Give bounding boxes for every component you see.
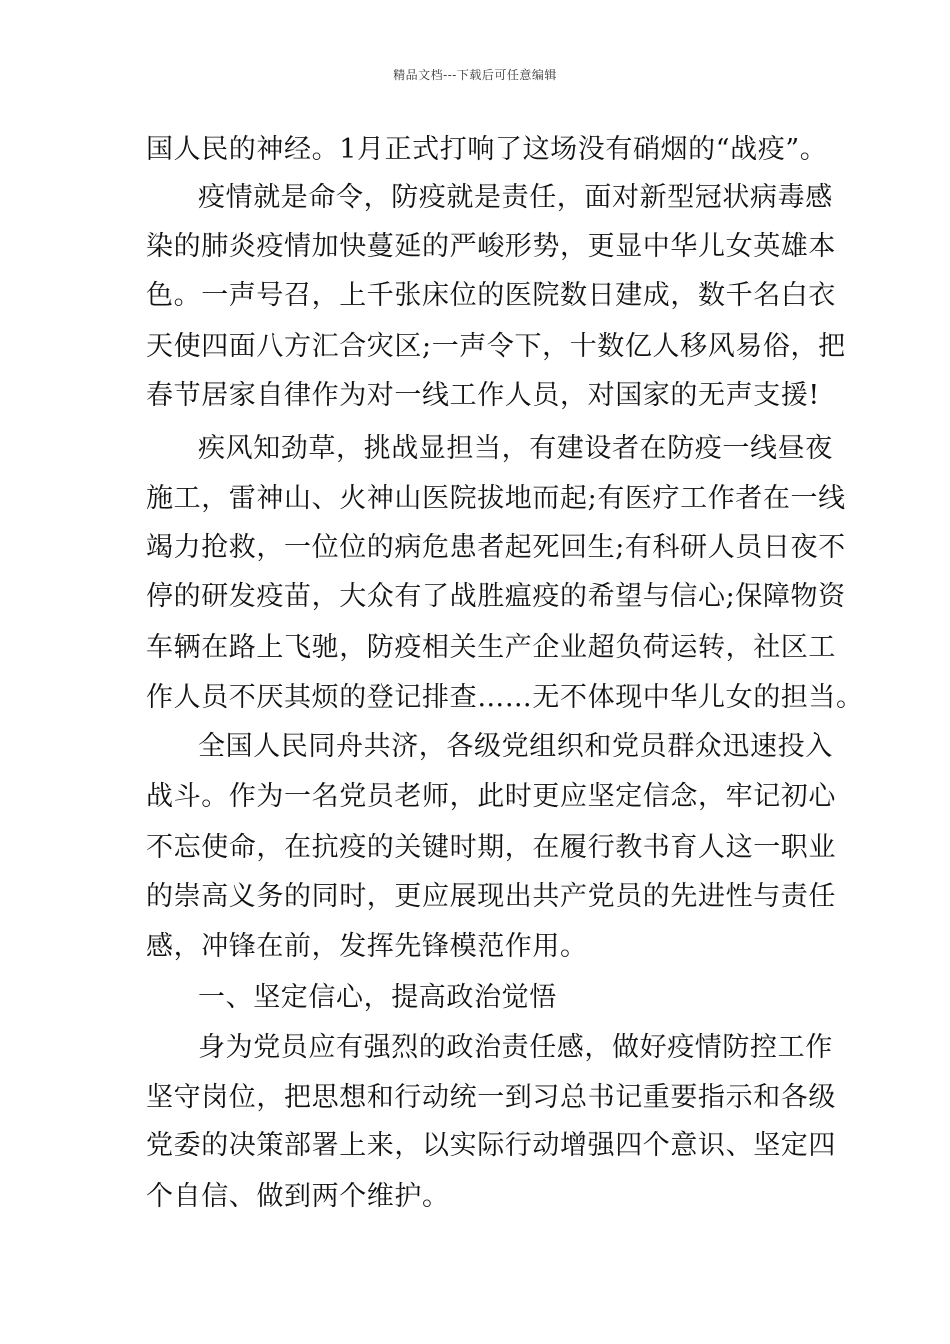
- text-line: 色。一声号召，上千张床位的医院数日建成，数千名白衣: [146, 280, 836, 311]
- text-line: 染的肺炎疫情加快蔓延的严峻形势，更显中华儿女英雄本: [146, 231, 836, 262]
- paragraph-start: 疾风知劲草，挑战显担当，有建设者在防疫一线昼夜: [198, 433, 833, 464]
- text-line: 竭力抢救，一位位的病危患者起死回生;有科研人员日夜不: [146, 532, 846, 563]
- text-line: 战斗。作为一名党员老师，此时更应坚定信念，牢记初心: [146, 781, 836, 812]
- paragraph-start: 全国人民同舟共济，各级党组织和党员群众迅速投入: [198, 731, 833, 762]
- text-line: 春节居家自律作为对一线工作人员，对国家的无声支援!: [146, 380, 820, 411]
- page-header: 精品文档---下载后可任意编辑: [393, 68, 557, 82]
- text-line: 不忘使命，在抗疫的关键时期，在履行教书育人这一职业: [146, 832, 836, 863]
- text-line: 党委的决策部署上来，以实际行动增强四个意识、坚定四: [146, 1130, 836, 1161]
- paragraph-start: 身为党员应有强烈的政治责任感，做好疫情防控工作: [198, 1032, 833, 1063]
- text-line: 国人民的神经。1月正式打响了这场没有硝烟的“战疫”。: [146, 134, 828, 165]
- text-line: 施工，雷神山、火神山医院拔地而起;有医疗工作者在一线: [146, 483, 846, 514]
- text-line: 作人员不厌其烦的登记排查……无不体现中华儿女的担当。: [146, 682, 864, 713]
- section-heading: 一、坚定信心，提高政治觉悟: [198, 982, 557, 1013]
- text-line: 坚守岗位，把思想和行动统一到习总书记重要指示和各级: [146, 1082, 836, 1113]
- text-line: 车辆在路上飞驰，防疫相关生产企业超负荷运转，社区工: [146, 632, 836, 663]
- paragraph-start: 疫情就是命令，防疫就是责任，面对新型冠状病毒感: [198, 182, 833, 213]
- text-line: 天使四面八方汇合灾区;一声令下，十数亿人移风易俗，把: [146, 331, 846, 362]
- text-line: 感，冲锋在前，发挥先锋模范作用。: [146, 931, 588, 962]
- text-line: 个自信、做到两个维护。: [146, 1181, 450, 1212]
- text-line: 的崇高义务的同时，更应展现出共产党员的先进性与责任: [146, 881, 836, 912]
- text-line: 停的研发疫苗，大众有了战胜瘟疫的希望与信心;保障物资: [146, 581, 846, 612]
